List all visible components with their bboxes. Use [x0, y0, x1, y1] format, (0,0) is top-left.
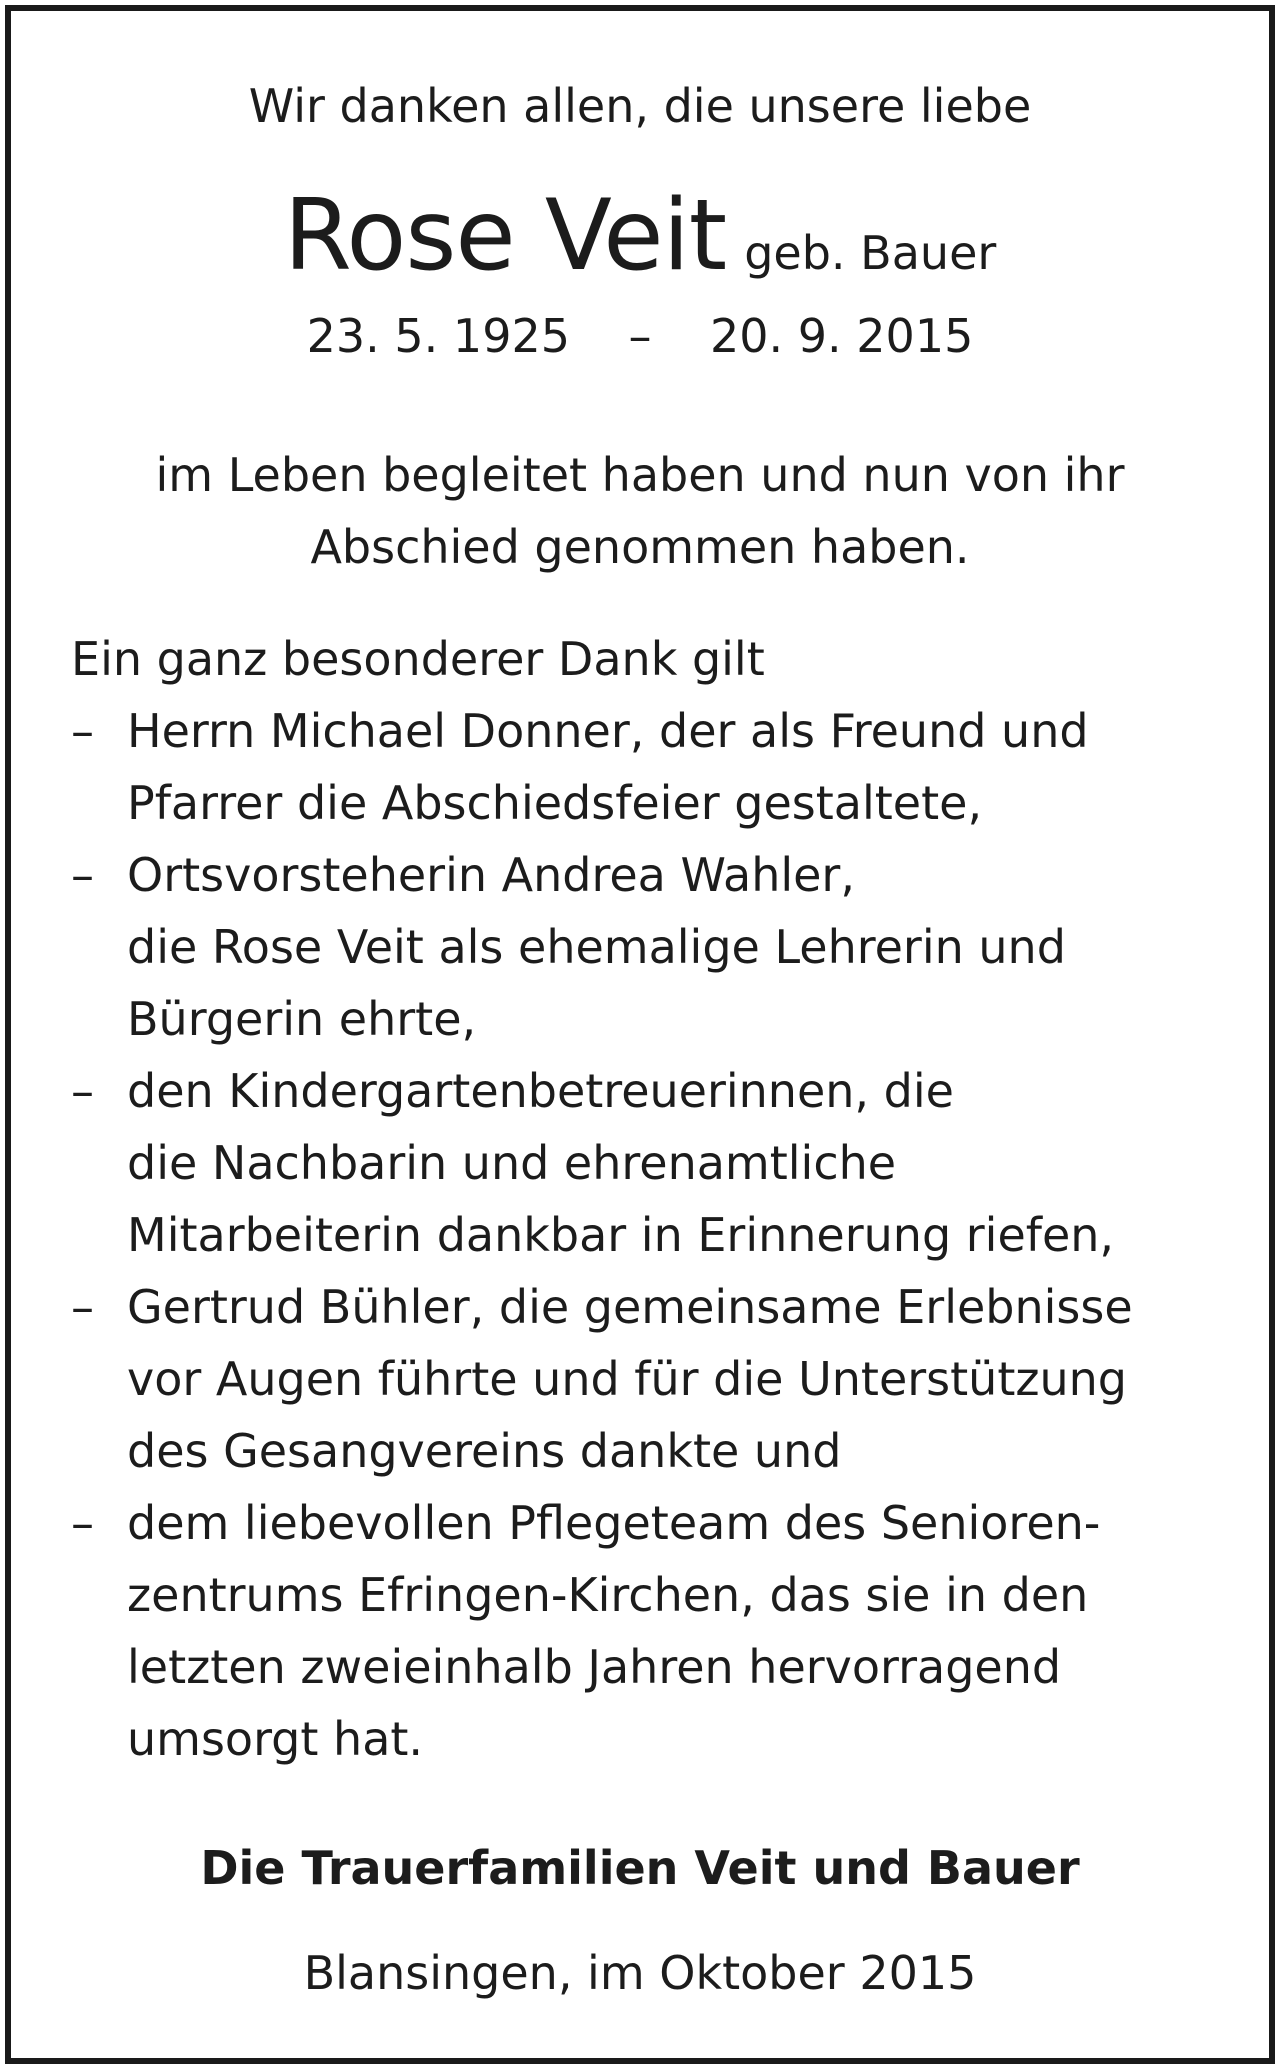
place-date: Blansingen, im Oktober 2015	[303, 1946, 977, 2000]
thanks-item-line: letzten zweieinhalb Jahren hervorragend	[127, 1640, 1062, 1694]
thanks-item	[71, 1487, 1231, 1775]
follow-line: im Leben begleitet haben und nun von ihr	[155, 448, 1125, 502]
follow-line: Abschied genommen haben.	[310, 520, 970, 574]
thanks-item	[71, 695, 1231, 839]
thanks-item-line: die Rose Veit als ehemalige Lehrerin und	[127, 920, 1066, 974]
thanks-item	[71, 839, 1231, 1055]
thanks-item-line: Ortsvorsteherin Andrea Wahler,	[127, 848, 855, 902]
thanks-section	[71, 623, 1231, 1775]
dash-bullet: –	[71, 1496, 94, 1550]
death-date: 20. 9. 2015	[710, 309, 974, 363]
dash-bullet: –	[71, 848, 94, 902]
thanks-item	[71, 1055, 1231, 1271]
life-dates	[11, 309, 1269, 363]
thanks-heading: Ein ganz besonderer Dank gilt	[71, 632, 765, 686]
name-row	[11, 179, 1269, 293]
thanks-item-line: umsorgt hat.	[127, 1712, 424, 1766]
birth-date: 23. 5. 1925	[306, 309, 570, 363]
thanks-item-line: dem liebevollen Pflegeteam des Senioren-	[127, 1496, 1101, 1550]
thanks-list	[71, 695, 1231, 1775]
thanks-item-line: Pfarrer die Abschiedsfeier gestaltete,	[127, 776, 983, 830]
notice-frame	[5, 5, 1275, 2064]
thanks-item-line: die Nachbarin und ehrenamtliche	[127, 1136, 897, 1190]
notice-content	[11, 11, 1269, 2058]
maiden-name: geb. Bauer	[744, 226, 997, 280]
thanks-item	[71, 1271, 1231, 1487]
thanks-item-line: Gertrud Bühler, die gemeinsame Erlebnisse	[127, 1280, 1133, 1334]
thanks-item-line: den Kindergartenbetreuerinnen, die	[127, 1064, 954, 1118]
thanks-item-line: Herrn Michael Donner, der als Freund und	[127, 704, 1089, 758]
follow-text	[11, 439, 1269, 583]
thanks-item-line: zentrums Efringen-Kirchen, das sie in den	[127, 1568, 1089, 1622]
thanks-item-line: des Gesangvereins dankte und	[127, 1424, 842, 1478]
dash-bullet: –	[71, 704, 94, 758]
deceased-name: Rose Veit	[283, 179, 727, 293]
date-separator: –	[628, 309, 652, 363]
signature: Die Trauerfamilien Veit und Bauer	[200, 1841, 1080, 1895]
dash-bullet: –	[71, 1064, 94, 1118]
thanks-item-line: Mitarbeiterin dankbar in Erinnerung riefen,	[127, 1208, 1115, 1262]
thanks-item-line: Bürgerin ehrte,	[127, 992, 477, 1046]
intro-text: Wir danken allen, die unsere liebe	[248, 79, 1032, 133]
dash-bullet: –	[71, 1280, 94, 1334]
thanks-item-line: vor Augen führte und für die Unterstützung	[127, 1352, 1128, 1406]
